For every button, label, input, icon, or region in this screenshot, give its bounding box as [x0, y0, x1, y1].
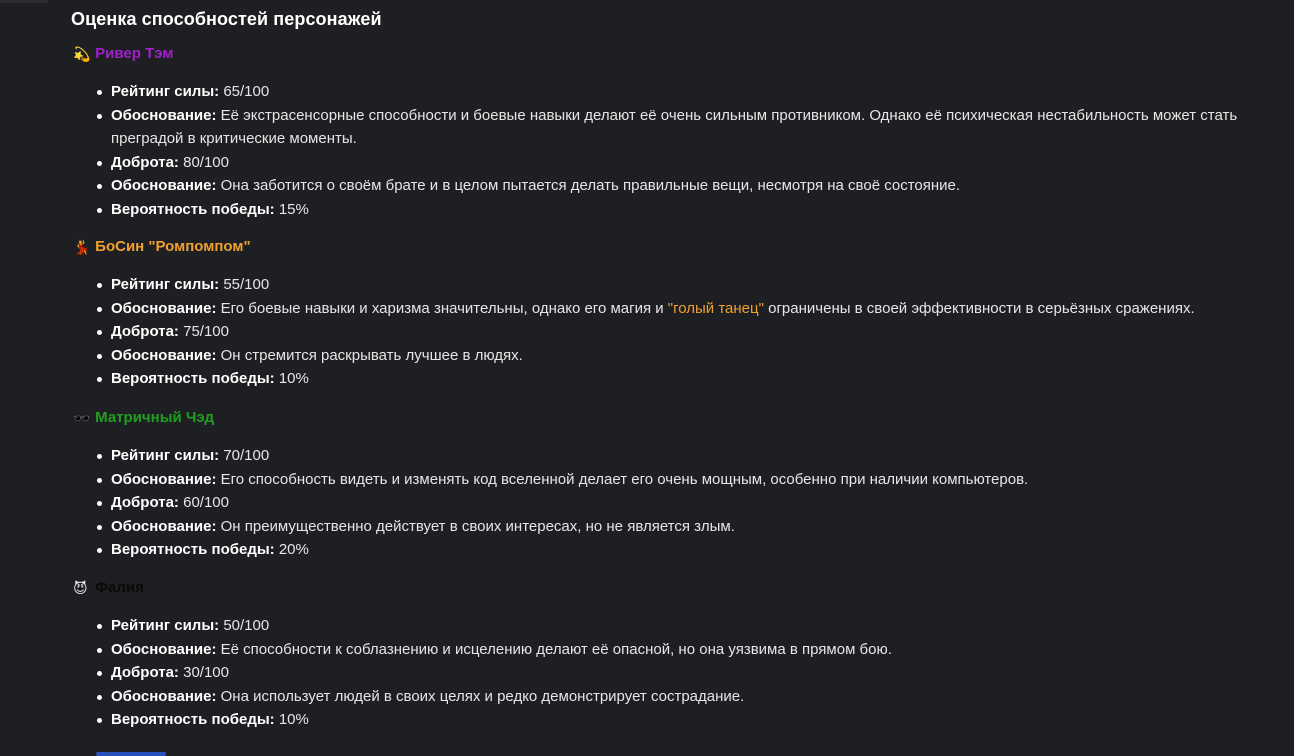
character-name: Матричный Чэд [95, 409, 215, 426]
dizzy-star-icon: 💫 [73, 46, 91, 62]
list-item [97, 708, 1287, 732]
attr-value: 10% [278, 711, 309, 728]
attr-label: Рейтинг силы: [111, 617, 220, 634]
attr-value: 30/100 [183, 664, 229, 681]
character-section-river [73, 43, 1293, 218]
list-item [97, 80, 1287, 104]
list-item [97, 320, 1287, 344]
attr-value: Она заботится о своём брате и в целом пытается делать правильные вещи, несмотря на своё состояние. [220, 177, 961, 194]
list-item [97, 367, 1287, 391]
attr-value: 15% [278, 200, 309, 218]
list-item [97, 198, 1287, 222]
devil-face-icon: 😈 [73, 580, 88, 596]
attr-value: 75/100 [183, 323, 229, 340]
attr-label: Обоснование: [111, 517, 217, 535]
list-item [97, 344, 1287, 368]
attr-label: Вероятность победы: [111, 541, 275, 558]
character-attributes-list [97, 614, 1287, 732]
attr-value: 60/100 [183, 494, 229, 511]
dancer-icon: 💃 [73, 239, 91, 255]
attr-value: Её экстрасенсорные способности и боевые навыки делают её очень сильным противником. Однако её психическая нестабильность может стать преградой в критические моменты. [111, 106, 1238, 147]
attr-value: 65/100 [223, 83, 270, 100]
attr-label: Рейтинг силы: [111, 276, 220, 293]
attr-label: Обоснование: [111, 470, 217, 488]
character-name: Фалия [95, 579, 144, 596]
list-item [97, 104, 1287, 151]
next-section-peek [96, 750, 166, 756]
list-item [97, 614, 1287, 638]
attr-value: Он стремится раскрывать лучшее в людях. [220, 346, 523, 364]
attr-label: Обоснование: [111, 346, 217, 364]
highlighted-phrase: "голый танец" [667, 299, 764, 317]
attr-label: Обоснование: [111, 177, 217, 194]
page-title: Оценка способностей персонажей [71, 9, 382, 29]
character-attributes-list [97, 444, 1287, 562]
attr-label: Вероятность победы: [111, 711, 275, 728]
character-title [73, 407, 1293, 429]
attr-value: 70/100 [223, 447, 270, 464]
character-section-chad [73, 407, 1293, 558]
character-attributes-list [97, 273, 1287, 391]
list-item [97, 174, 1287, 198]
attr-value: Он преимущественно действует в своих интересах, но не является злым. [220, 517, 735, 535]
list-item [97, 273, 1287, 297]
attr-label: Доброта: [111, 153, 179, 171]
attr-label: Обоснование: [111, 640, 217, 658]
character-section-bosin [73, 236, 1293, 387]
list-item [97, 491, 1287, 515]
attr-label: Рейтинг силы: [111, 83, 220, 100]
list-item [97, 297, 1287, 321]
list-item [97, 151, 1287, 175]
list-item [97, 685, 1287, 709]
attr-label: Вероятность победы: [111, 200, 275, 218]
character-title [73, 577, 1293, 599]
attr-label: Обоснование: [111, 299, 217, 317]
attr-label: Доброта: [111, 664, 179, 681]
character-name: Ривер Тэм [95, 45, 174, 62]
character-section-falia [73, 577, 1293, 728]
list-item [97, 515, 1287, 539]
attr-label: Обоснование: [111, 106, 217, 124]
attr-label: Вероятность победы: [111, 370, 275, 387]
list-item [97, 538, 1287, 562]
attr-label: Обоснование: [111, 687, 217, 705]
list-item [97, 638, 1287, 662]
attr-value: Его способность видеть и изменять код вселенной делает его очень мощным, особенно при наличии компьютеров. [220, 470, 1029, 488]
list-item [97, 468, 1287, 492]
attr-label: Доброта: [111, 494, 179, 511]
attr-value: 50/100 [223, 617, 270, 634]
attr-label: Рейтинг силы: [111, 447, 220, 464]
list-item [97, 444, 1287, 468]
character-name: БоСин "Ромпомпом" [95, 238, 251, 255]
character-title [73, 236, 1293, 258]
attr-value: 20% [278, 541, 309, 558]
top-scroll-strip [0, 0, 48, 3]
attr-value: Она использует людей в своих целях и редко демонстрирует сострадание. [220, 687, 745, 705]
attr-value: Её способности к соблазнению и исцелению делают её опасной, но она уязвима в прямом бою. [220, 640, 892, 658]
character-title [73, 43, 1293, 65]
attr-value: ограничены в своей эффективности в серьёзных сражениях. [763, 299, 1195, 317]
attr-value: Его боевые навыки и харизма значительны, однако его магия и [220, 299, 668, 317]
attr-label: Доброта: [111, 323, 179, 340]
sunglasses-icon: 🕶️ [73, 410, 91, 426]
character-attributes-list [97, 80, 1287, 221]
list-item [97, 661, 1287, 685]
attr-value: 10% [278, 370, 309, 387]
attr-value: 80/100 [183, 153, 229, 171]
attr-value: 55/100 [223, 276, 270, 293]
